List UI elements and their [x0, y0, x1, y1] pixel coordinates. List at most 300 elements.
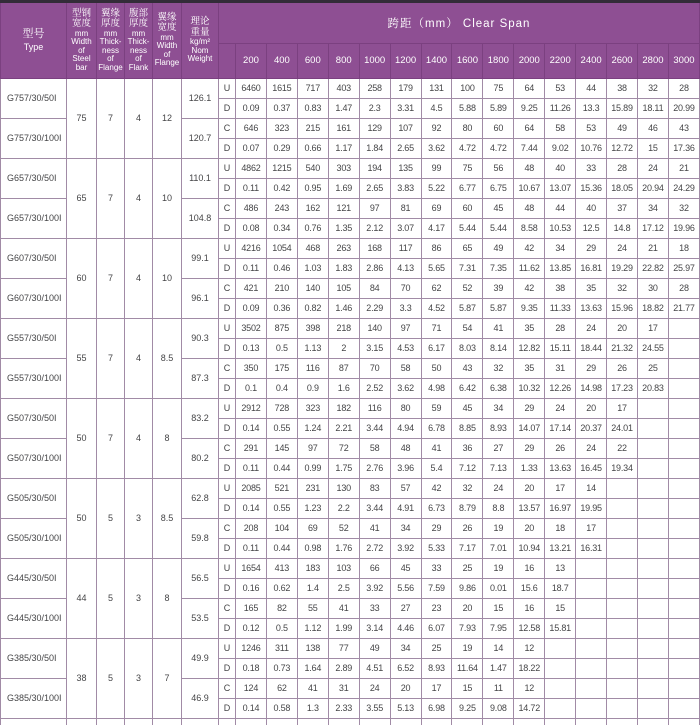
- load-deflection-value: 38: [545, 278, 576, 298]
- load-deflection-value: 8.85: [452, 418, 483, 438]
- load-deflection-value: 0.16: [236, 578, 267, 598]
- load-deflection-value: 12.58: [514, 618, 545, 638]
- load-deflection-value: 0.12: [236, 618, 267, 638]
- load-deflection-value: 5.56: [390, 578, 421, 598]
- load-deflection-value: [328, 718, 359, 725]
- table-header: [1, 3, 700, 78]
- load-deflection-value: 7.31: [452, 258, 483, 278]
- load-deflection-value: 875: [266, 318, 297, 338]
- load-deflection-value: 58: [390, 358, 421, 378]
- load-deflection-value: 62: [266, 678, 297, 698]
- load-deflection-value: 28: [668, 78, 699, 98]
- load-deflection-value: 27: [390, 598, 421, 618]
- load-deflection-value: 0.1: [236, 378, 267, 398]
- spec-flank-thickness: 3: [125, 558, 153, 638]
- load-deflection-value: 1.69: [328, 178, 359, 198]
- weight-value: 120.7: [182, 118, 219, 158]
- load-deflection-value: 168: [359, 238, 390, 258]
- load-deflection-value: 6.77: [452, 178, 483, 198]
- load-deflection-value: 26: [452, 518, 483, 538]
- load-deflection-value: [576, 558, 607, 578]
- load-deflection-value: 104: [266, 518, 297, 538]
- load-deflection-value: 291: [236, 438, 267, 458]
- load-deflection-value: 11.33: [545, 298, 576, 318]
- row-marker: D: [219, 578, 236, 598]
- load-deflection-value: [637, 458, 668, 478]
- load-deflection-value: 2085: [236, 478, 267, 498]
- col-header-flange-thickness: 翼缘 厚度 mm Thick- ness of Flange: [97, 3, 125, 78]
- load-deflection-value: 3.14: [359, 618, 390, 638]
- load-deflection-value: 52: [328, 518, 359, 538]
- load-deflection-value: 35: [514, 318, 545, 338]
- load-deflection-value: 57: [390, 478, 421, 498]
- row-label: G657/30/100I: [1, 198, 67, 238]
- load-deflection-value: 0.62: [266, 578, 297, 598]
- weight-value: 87.3: [182, 358, 219, 398]
- load-deflection-value: 19.34: [607, 458, 638, 478]
- load-deflection-value: 69: [421, 198, 452, 218]
- load-deflection-value: 41: [359, 518, 390, 538]
- load-deflection-value: 17: [576, 518, 607, 538]
- load-deflection-value: 53: [576, 118, 607, 138]
- load-deflection-value: [607, 498, 638, 518]
- load-deflection-value: 18: [545, 518, 576, 538]
- load-deflection-value: [607, 478, 638, 498]
- load-deflection-value: 4862: [236, 158, 267, 178]
- load-deflection-value: 20.99: [668, 98, 699, 118]
- row-marker: D: [219, 178, 236, 198]
- load-deflection-value: [668, 398, 699, 418]
- data-row: [1, 158, 700, 178]
- load-deflection-value: 44: [545, 198, 576, 218]
- load-deflection-value: 5.89: [483, 98, 514, 118]
- load-deflection-value: 0.58: [266, 698, 297, 718]
- load-deflection-value: 1.47: [483, 658, 514, 678]
- load-deflection-value: 64: [514, 78, 545, 98]
- spec-steel-bar-width: [67, 718, 97, 725]
- row-marker: C: [219, 678, 236, 698]
- load-deflection-value: 179: [390, 78, 421, 98]
- load-deflection-value: 0.9: [297, 378, 328, 398]
- load-deflection-value: 2.76: [359, 458, 390, 478]
- load-deflection-value: 138: [297, 638, 328, 658]
- load-deflection-value: 0.55: [266, 498, 297, 518]
- load-deflection-value: [668, 718, 699, 725]
- weight-value: [182, 718, 219, 725]
- load-deflection-value: 1.13: [297, 338, 328, 358]
- span-value-header: 1800: [483, 43, 514, 78]
- spec-flange-thickness: 7: [97, 318, 125, 398]
- row-label: G557/30/100I: [1, 358, 67, 398]
- spec-flange-width: 8: [153, 398, 182, 478]
- load-deflection-value: 107: [390, 118, 421, 138]
- weight-value: 96.1: [182, 278, 219, 318]
- load-deflection-value: 8.79: [452, 498, 483, 518]
- load-deflection-value: 44: [576, 78, 607, 98]
- load-deflection-value: 69: [297, 518, 328, 538]
- load-deflection-value: 15: [545, 598, 576, 618]
- load-deflection-value: 20: [607, 318, 638, 338]
- type-header-en: Type: [23, 42, 44, 53]
- load-deflection-value: 15.96: [607, 298, 638, 318]
- load-deflection-value: 21.77: [668, 298, 699, 318]
- spec-flange-thickness: 7: [97, 158, 125, 238]
- load-deflection-value: 0.42: [266, 178, 297, 198]
- load-deflection-value: 0.82: [297, 298, 328, 318]
- load-deflection-value: 2.89: [328, 658, 359, 678]
- load-deflection-value: 0.11: [236, 178, 267, 198]
- weight-value: 46.9: [182, 678, 219, 718]
- load-deflection-value: 21: [668, 158, 699, 178]
- load-deflection-value: [390, 718, 421, 725]
- load-deflection-value: 12: [514, 638, 545, 658]
- load-deflection-value: 34: [390, 518, 421, 538]
- row-marker: C: [219, 358, 236, 378]
- load-deflection-value: 17.12: [637, 218, 668, 238]
- spec-flange-thickness: 7: [97, 78, 125, 158]
- load-deflection-value: 29: [421, 518, 452, 538]
- row-label: G757/30/50I: [1, 78, 67, 118]
- load-deflection-value: [545, 658, 576, 678]
- load-deflection-value: 19: [483, 558, 514, 578]
- load-deflection-value: 0.76: [297, 218, 328, 238]
- load-deflection-value: 0.83: [297, 98, 328, 118]
- spec-steel-bar-width: 50: [67, 478, 97, 558]
- load-deflection-value: 0.4: [266, 378, 297, 398]
- load-deflection-value: [266, 718, 297, 725]
- load-deflection-value: 6.42: [452, 378, 483, 398]
- weight-value: 56.5: [182, 558, 219, 598]
- span-value-header: 1400: [421, 43, 452, 78]
- load-deflection-value: 31: [328, 678, 359, 698]
- load-deflection-value: 215: [297, 118, 328, 138]
- load-deflection-value: 24: [576, 318, 607, 338]
- load-deflection-value: 5.13: [390, 698, 421, 718]
- load-deflection-value: 80: [390, 398, 421, 418]
- load-deflection-value: 28: [607, 158, 638, 178]
- load-deflection-value: 33: [359, 598, 390, 618]
- load-deflection-value: 31: [545, 358, 576, 378]
- load-deflection-value: 70: [359, 358, 390, 378]
- row-marker: U: [219, 238, 236, 258]
- load-deflection-value: 135: [390, 158, 421, 178]
- load-deflection-value: 258: [359, 78, 390, 98]
- load-deflection-value: 35: [576, 278, 607, 298]
- spec-steel-bar-width: 65: [67, 158, 97, 238]
- row-marker: C: [219, 198, 236, 218]
- load-deflection-value: 17: [607, 398, 638, 418]
- load-deflection-value: 19.95: [576, 498, 607, 518]
- row-marker: U: [219, 558, 236, 578]
- load-deflection-value: 10.53: [545, 218, 576, 238]
- load-deflection-value: 0.5: [266, 338, 297, 358]
- load-deflection-value: 1.23: [297, 498, 328, 518]
- span-value-header: 200: [236, 43, 267, 78]
- spec-flank-thickness: 4: [125, 398, 153, 478]
- load-deflection-value: 17.23: [607, 378, 638, 398]
- load-deflection-value: 34: [637, 198, 668, 218]
- load-deflection-value: 0.95: [297, 178, 328, 198]
- load-deflection-value: 24: [359, 678, 390, 698]
- load-deflection-value: 6.73: [421, 498, 452, 518]
- load-deflection-value: 2.65: [359, 178, 390, 198]
- load-deflection-value: 12: [514, 678, 545, 698]
- load-deflection-value: [668, 338, 699, 358]
- load-deflection-value: 6.78: [421, 418, 452, 438]
- load-deflection-value: 4.51: [359, 658, 390, 678]
- load-deflection-value: 194: [359, 158, 390, 178]
- span-value-header: 1600: [452, 43, 483, 78]
- load-deflection-value: [607, 698, 638, 718]
- load-deflection-value: 0.99: [297, 458, 328, 478]
- type-header-cn: 型号: [22, 28, 45, 41]
- data-row: [1, 318, 700, 338]
- load-deflection-value: 9.08: [483, 698, 514, 718]
- load-deflection-value: 218: [328, 318, 359, 338]
- load-deflection-value: 4.72: [452, 138, 483, 158]
- load-deflection-value: [483, 718, 514, 725]
- load-deflection-value: [668, 438, 699, 458]
- load-deflection-value: [668, 318, 699, 338]
- load-deflection-value: 62: [421, 278, 452, 298]
- spec-flank-thickness: [125, 718, 153, 725]
- load-deflection-value: 540: [297, 158, 328, 178]
- load-deflection-value: 4.91: [390, 498, 421, 518]
- load-deflection-value: 398: [297, 318, 328, 338]
- load-deflection-value: [545, 638, 576, 658]
- load-deflection-value: 0.11: [236, 458, 267, 478]
- spec-flange-thickness: 5: [97, 638, 125, 718]
- weight-value: 83.2: [182, 398, 219, 438]
- load-deflection-value: 2.65: [390, 138, 421, 158]
- load-deflection-value: 24.01: [607, 418, 638, 438]
- load-deflection-value: 42: [421, 478, 452, 498]
- load-deflection-value: 15: [483, 598, 514, 618]
- load-deflection-value: 13.85: [545, 258, 576, 278]
- load-deflection-value: 12.72: [607, 138, 638, 158]
- load-deflection-value: 7.13: [483, 458, 514, 478]
- row-marker: C: [219, 598, 236, 618]
- load-deflection-value: 97: [390, 318, 421, 338]
- load-deflection-value: 717: [297, 78, 328, 98]
- row-label: [1, 718, 67, 725]
- load-deflection-value: 3.55: [359, 698, 390, 718]
- row-marker: U: [219, 398, 236, 418]
- load-deflection-value: 129: [359, 118, 390, 138]
- load-deflection-value: 5.33: [421, 538, 452, 558]
- load-deflection-value: 3.31: [390, 98, 421, 118]
- load-deflection-value: 48: [514, 158, 545, 178]
- row-marker: U: [219, 478, 236, 498]
- load-deflection-value: 0.11: [236, 258, 267, 278]
- load-deflection-value: 3.44: [359, 498, 390, 518]
- load-deflection-value: 243: [266, 198, 297, 218]
- load-deflection-value: 9.02: [545, 138, 576, 158]
- load-deflection-value: 161: [328, 118, 359, 138]
- load-deflection-value: [607, 638, 638, 658]
- spec-flank-thickness: 4: [125, 78, 153, 158]
- load-deflection-value: 5.44: [452, 218, 483, 238]
- row-marker: D: [219, 698, 236, 718]
- load-deflection-value: 0.44: [266, 538, 297, 558]
- load-deflection-value: 53: [545, 78, 576, 98]
- load-deflection-value: 7.59: [421, 578, 452, 598]
- load-deflection-value: [607, 518, 638, 538]
- load-deflection-value: 182: [328, 398, 359, 418]
- spec-flange-thickness: [97, 718, 125, 725]
- load-deflection-value: 20: [514, 478, 545, 498]
- load-deflection-value: 97: [297, 438, 328, 458]
- load-deflection-value: 13.63: [545, 458, 576, 478]
- load-deflection-value: 65: [452, 238, 483, 258]
- load-deflection-value: [637, 518, 668, 538]
- load-deflection-value: 0.13: [236, 338, 267, 358]
- load-deflection-value: 14.72: [514, 698, 545, 718]
- load-deflection-value: 2.86: [359, 258, 390, 278]
- load-deflection-value: 22: [607, 438, 638, 458]
- load-deflection-value: 70: [390, 278, 421, 298]
- load-deflection-value: 9.35: [514, 298, 545, 318]
- load-deflection-value: 17: [421, 678, 452, 698]
- load-deflection-value: 11.26: [545, 98, 576, 118]
- load-deflection-value: [668, 578, 699, 598]
- spec-flange-thickness: 5: [97, 478, 125, 558]
- spec-steel-bar-width: 75: [67, 78, 97, 158]
- load-deflection-value: 0.66: [297, 138, 328, 158]
- load-deflection-value: 13.57: [514, 498, 545, 518]
- row-marker: D: [219, 138, 236, 158]
- load-deflection-value: 100: [452, 78, 483, 98]
- spec-flange-width: 7: [153, 638, 182, 718]
- load-deflection-value: 15.36: [576, 178, 607, 198]
- load-deflection-value: 413: [266, 558, 297, 578]
- row-label: G445/30/50I: [1, 558, 67, 598]
- load-deflection-value: 18.82: [637, 298, 668, 318]
- span-value-header: 2000: [514, 43, 545, 78]
- load-deflection-value: [668, 558, 699, 578]
- weight-value: 104.8: [182, 198, 219, 238]
- load-deflection-value: 1.3: [297, 698, 328, 718]
- row-marker: U: [219, 318, 236, 338]
- load-deflection-value: 13.07: [545, 178, 576, 198]
- load-deflection-value: 1.35: [328, 218, 359, 238]
- load-deflection-value: 24: [483, 478, 514, 498]
- load-deflection-value: [668, 678, 699, 698]
- load-deflection-value: 32: [637, 78, 668, 98]
- load-deflection-value: 3.83: [390, 178, 421, 198]
- load-deflection-value: 33: [576, 158, 607, 178]
- load-deflection-value: 6.38: [483, 378, 514, 398]
- load-deflection-value: 2.2: [328, 498, 359, 518]
- load-deflection-value: 2.12: [359, 218, 390, 238]
- load-deflection-value: 48: [514, 198, 545, 218]
- load-deflection-value: 0.08: [236, 218, 267, 238]
- load-deflection-value: 49: [607, 118, 638, 138]
- load-deflection-value: 49: [483, 238, 514, 258]
- load-deflection-value: 0.73: [266, 658, 297, 678]
- spec-flange-width: [153, 718, 182, 725]
- load-deflection-value: 10.76: [576, 138, 607, 158]
- load-deflection-value: [637, 718, 668, 725]
- load-deflection-value: 16.97: [545, 498, 576, 518]
- load-deflection-value: 20.37: [576, 418, 607, 438]
- load-deflection-value: 1615: [266, 78, 297, 98]
- load-deflection-value: 210: [266, 278, 297, 298]
- spec-flange-width: 8.5: [153, 318, 182, 398]
- span-value-header: 3000: [668, 43, 699, 78]
- load-deflection-value: 3502: [236, 318, 267, 338]
- load-deflection-value: 52: [452, 278, 483, 298]
- load-deflection-value: 19.29: [607, 258, 638, 278]
- row-marker: C: [219, 278, 236, 298]
- load-deflection-value: 58: [545, 118, 576, 138]
- spec-steel-bar-width: 50: [67, 398, 97, 478]
- load-deflection-value: 5.65: [421, 258, 452, 278]
- load-deflection-value: 0.01: [483, 578, 514, 598]
- spec-flank-thickness: 3: [125, 478, 153, 558]
- load-deflection-value: [668, 378, 699, 398]
- load-deflection-value: [637, 398, 668, 418]
- load-deflection-value: 1.6: [328, 378, 359, 398]
- load-deflection-value: [545, 718, 576, 725]
- load-deflection-value: [576, 638, 607, 658]
- row-label: G507/30/50I: [1, 398, 67, 438]
- load-deflection-value: 41: [421, 438, 452, 458]
- load-deflection-value: 24.55: [637, 338, 668, 358]
- load-deflection-value: 3.92: [359, 578, 390, 598]
- load-deflection-value: 30: [637, 278, 668, 298]
- load-deflection-value: 17: [545, 478, 576, 498]
- load-deflection-value: 7.95: [483, 618, 514, 638]
- load-deflection-value: 7.35: [483, 258, 514, 278]
- load-deflection-value: 20: [514, 518, 545, 538]
- load-deflection-value: 3.07: [390, 218, 421, 238]
- row-marker: D: [219, 498, 236, 518]
- load-deflection-value: 0.36: [266, 298, 297, 318]
- weight-value: 126.1: [182, 78, 219, 118]
- load-deflection-value: 1.12: [297, 618, 328, 638]
- spec-steel-bar-width: 44: [67, 558, 97, 638]
- spec-flange-width: 8.5: [153, 478, 182, 558]
- load-deflection-value: 15: [452, 678, 483, 698]
- row-marker: C: [219, 438, 236, 458]
- data-row: [1, 238, 700, 258]
- spec-flange-width: 8: [153, 558, 182, 638]
- load-deflection-value: 4.72: [483, 138, 514, 158]
- load-deflection-value: 20: [576, 398, 607, 418]
- load-deflection-value: 35: [514, 358, 545, 378]
- load-deflection-value: [236, 718, 267, 725]
- load-deflection-value: 28: [545, 318, 576, 338]
- load-deflection-value: 13: [545, 558, 576, 578]
- load-deflection-value: 48: [390, 438, 421, 458]
- load-deflection-value: 5.88: [452, 98, 483, 118]
- load-deflection-value: 0.5: [266, 618, 297, 638]
- col-header-flange-width: 翼缘 宽度 mm Width of Flange: [153, 3, 182, 78]
- load-deflection-value: [421, 718, 452, 725]
- load-deflection-value: 5.22: [421, 178, 452, 198]
- load-deflection-value: 5.4: [421, 458, 452, 478]
- load-deflection-value: 4.94: [390, 418, 421, 438]
- load-deflection-value: [637, 638, 668, 658]
- load-deflection-value: 21: [637, 238, 668, 258]
- row-label: G657/30/50I: [1, 158, 67, 198]
- row-marker: D: [219, 458, 236, 478]
- load-deflection-value: [637, 578, 668, 598]
- load-deflection-value: 18.22: [514, 658, 545, 678]
- load-deflection-value: [359, 718, 390, 725]
- weight-value: 80.2: [182, 438, 219, 478]
